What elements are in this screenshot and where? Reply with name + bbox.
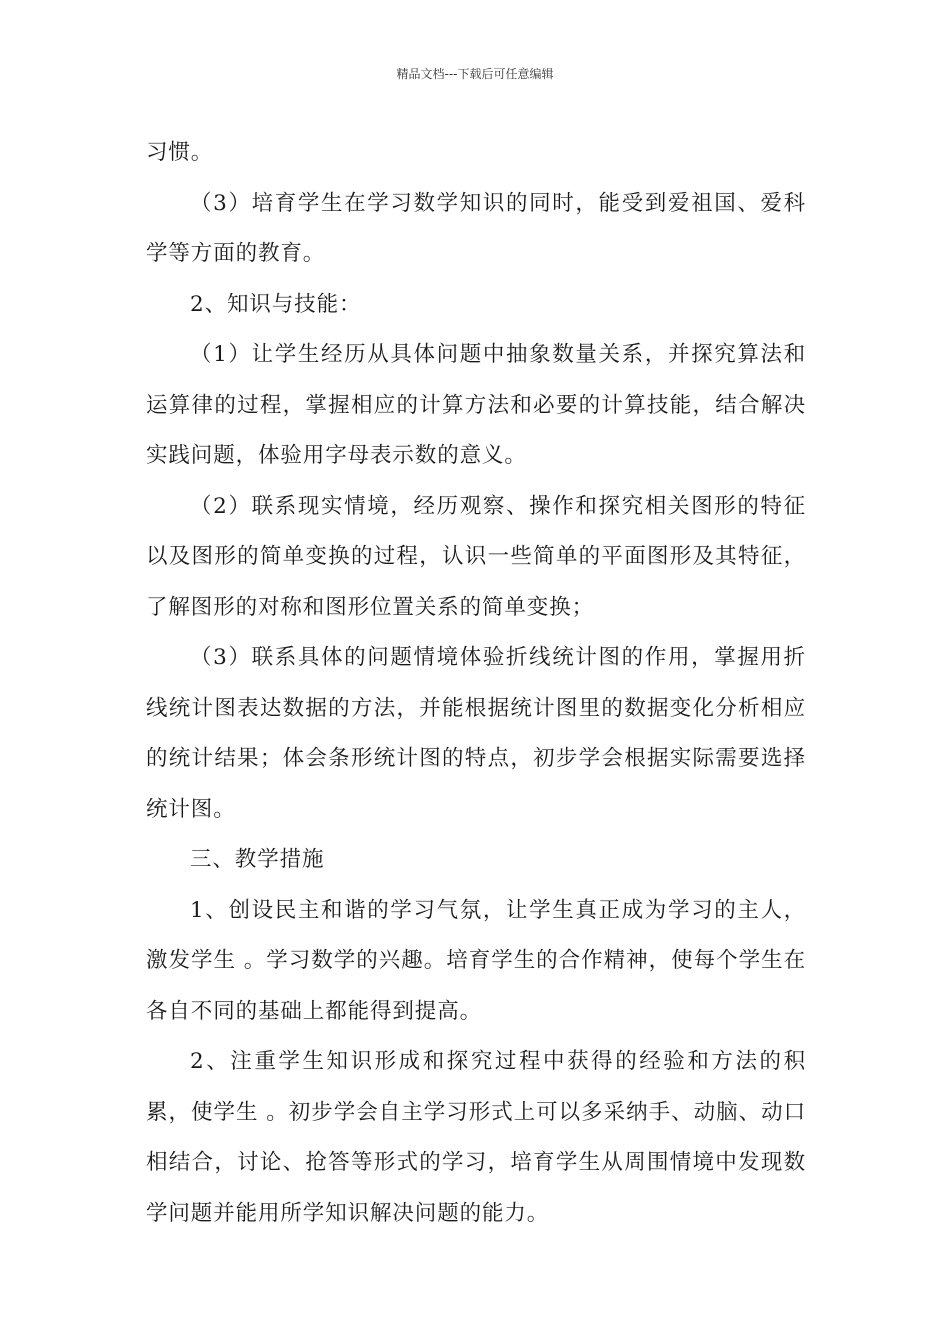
- paragraph-habit-end: 习惯。: [146, 140, 214, 165]
- section-heading-teaching-measures: 三、教学措施: [190, 847, 325, 872]
- paragraph-measure-1: 1、创设民主和谐的学习气氛，让学生真正成为学习的主人，激发学生 。学习数学的兴趣。培育学生的合作精神，使每个学生在各自不同的基础上都能得到提高。: [146, 897, 806, 1024]
- paragraph-skill-1: （1）让学生经历从具体问题中抽象数量关系，并探究算法和运算律的过程，掌握相应的计算方法和必要的计算技能，结合解决实践问题，体验用字母表示数的意义。: [146, 342, 806, 468]
- section-heading-knowledge-skills: 2、知识与技能：: [190, 291, 362, 317]
- paragraph-skill-2: （2）联系现实情境，经历观察、操作和探究相关图形的特征以及图形的简单变换的过程，认识一些简单的平面图形及其特征，了解图形的对称和图形位置关系的简单变换；: [146, 493, 806, 620]
- paragraph-skill-3: （3）联系具体的问题情境体验折线统计图的作用，掌握用折线统计图表达数据的方法，并能根据统计图里的数据变化分析相应的统计结果；体会条形统计图的特点，初步学会根据实际需要选择统计图。: [146, 645, 806, 822]
- page-header: 精品文档---下载后可任意编辑: [396, 67, 554, 81]
- paragraph-goal-3: （3）培育学生在学习数学知识的同时，能受到爱祖国、爱科学等方面的教育。: [146, 190, 806, 266]
- document-body: [146, 128, 806, 1239]
- paragraph-measure-2: 2、注重学生知识形成和探究过程中获得的经验和方法的积累，使学生 。初步学会自主学习形式上可以多采纳手、动脑、动口相结合，讨论、抢答等形式的学习，培育学生从周围情境中发现数学问题并能用所学知识解决问题的能力。: [146, 1049, 806, 1226]
